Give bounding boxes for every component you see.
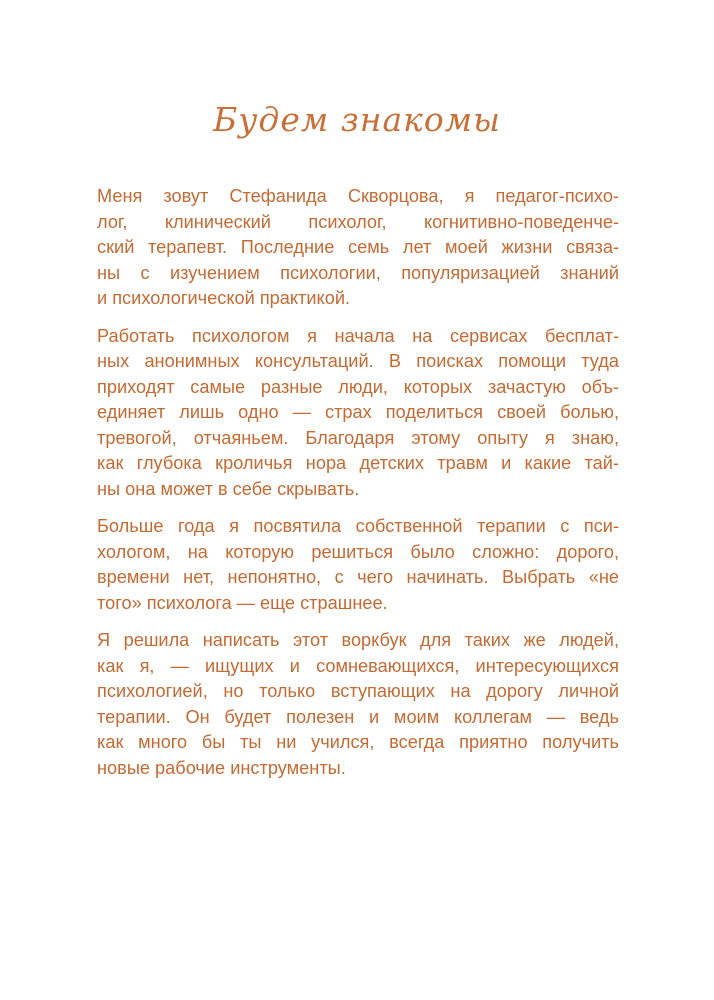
paragraph <box>97 628 619 781</box>
text-line: Я решила написать этот воркбук для таких же людей, <box>97 630 619 650</box>
text-line: ский терапевт. Последние семь лет моей жизни связа- <box>97 237 619 257</box>
text-line: как много бы ты ни учился, всегда приятно получить <box>97 732 619 752</box>
paragraph <box>97 514 619 616</box>
text-line: как глубока кроличья нора детских травм и какие тай- <box>97 453 619 473</box>
text-line: Больше года я посвятила собственной терапии с пси- <box>97 516 619 536</box>
page-title: Будем знакомы <box>213 100 501 139</box>
text-line: Меня зовут Стефанида Скворцова, я педагог-психо- <box>97 186 619 206</box>
text-line: ны она может в себе скрывать. <box>97 478 360 499</box>
text-line: того» психолога — еще страшнее. <box>97 592 388 613</box>
text-line: новые рабочие инструменты. <box>97 757 346 778</box>
text-line: лог, клинический психолог, когнитивно-поведенче- <box>97 211 619 232</box>
text-line: и психологической практикой. <box>97 288 351 308</box>
text-line: как я, — ищущих и сомневающихся, интересующихся <box>97 655 619 676</box>
text-line: ны с изучением психологии, популяризацией знаний <box>97 262 619 283</box>
body-text <box>97 184 619 793</box>
text-line: ных анонимных консультаций. В поисках помощи туда <box>97 351 619 371</box>
text-line: Работать психологом я начала на сервисах бесплат- <box>97 325 619 346</box>
paragraph <box>97 184 619 312</box>
text-line: времени нет, непонятно, с чего начинать. Выбрать «не <box>97 567 619 587</box>
paragraph <box>97 324 619 503</box>
text-line: хологом, на которую решиться было сложно: дорого, <box>97 541 619 562</box>
text-line: терапии. Он будет полезен и моим коллегам — ведь <box>97 706 619 727</box>
text-line: психологией, но только вступающих на дорогу личной <box>97 681 619 701</box>
text-line: приходят самые разные люди, которых зачастую объ- <box>97 376 619 397</box>
text-line: единяет лишь одно — страх поделиться своей болью, <box>97 402 619 422</box>
text-line: тревогой, отчаяньем. Благодаря этому опыту я знаю, <box>97 427 619 448</box>
